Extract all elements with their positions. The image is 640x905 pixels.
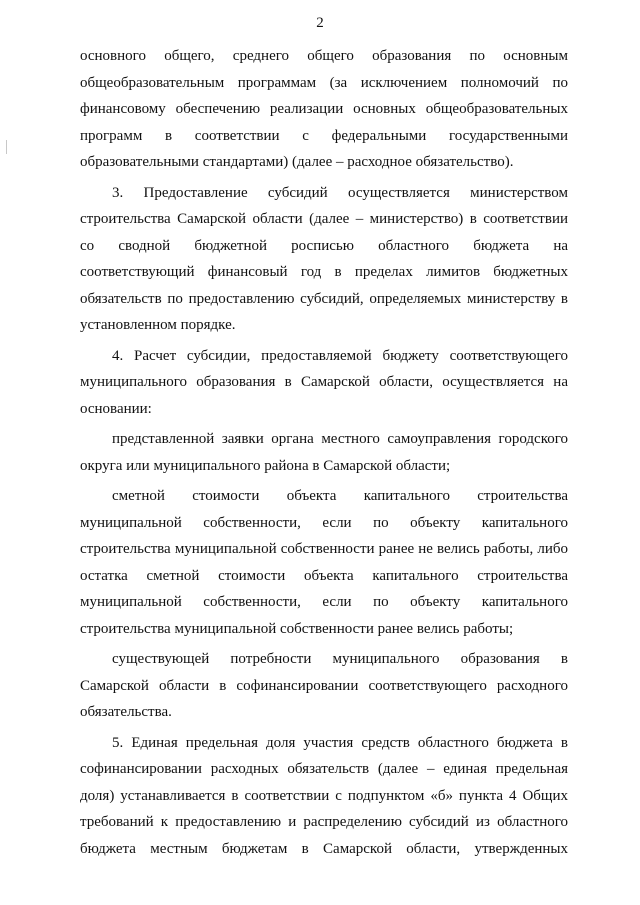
paragraph: [80, 730, 568, 863]
text-line: бюджета местным бюджетам в Самарской области, утвержденных: [80, 840, 568, 857]
paragraph: [80, 483, 568, 642]
paragraph: [80, 180, 568, 339]
paragraph: [80, 343, 568, 423]
text-line: строительства муниципальной собственности ранее не велись работы, либо: [80, 541, 568, 557]
margin-mark: [6, 140, 7, 154]
text-line: округа или муниципального района в Самарской области;: [80, 457, 451, 474]
text-line: образовательными стандартами) (далее – расходное обязательство).: [80, 154, 514, 170]
text-line: программ в соответствии с федеральными государственными: [80, 127, 568, 144]
text-line: обязательства.: [80, 704, 172, 720]
page-number: 2: [316, 15, 324, 31]
text-line: соответствующий финансовый год в пределах лимитов бюджетных: [80, 264, 568, 280]
paragraph: [80, 426, 568, 479]
paragraph: [80, 646, 568, 726]
text-line: строительства муниципальной собственности ранее велись работы;: [80, 620, 514, 637]
text-line: представленной заявки органа местного самоуправления городского: [112, 431, 568, 447]
document-body: [80, 43, 568, 862]
text-line: остатка сметной стоимости объекта капитального строительства: [80, 567, 568, 584]
text-line: финансовому обеспечению реализации основных общеобразовательных: [80, 101, 568, 117]
text-line: основного общего, среднего общего образования по основным: [80, 48, 568, 64]
text-line: основании:: [80, 400, 152, 417]
text-line: софинансировании расходных обязательств (далее – единая предельная: [80, 761, 568, 777]
text-line: установленном порядке.: [80, 317, 236, 333]
text-line: 4. Расчет субсидии, предоставляемой бюджету соответствующего: [112, 347, 568, 364]
text-line: существующей потребности муниципального образования в: [112, 651, 568, 667]
text-line: 3. Предоставление субсидий осуществляется министерством: [112, 184, 568, 201]
text-line: муниципальной собственности, если по объекту капитального: [80, 594, 568, 610]
text-line: строительства Самарской области (далее – министерство) в соответствии: [80, 211, 568, 227]
text-line: муниципального образования в Самарской области, осуществляется на: [80, 374, 568, 390]
text-line: сметной стоимости объекта капитального строительства: [112, 488, 568, 504]
text-line: требований к предоставлению и распределению субсидий из областного: [80, 814, 568, 830]
text-line: доля) устанавливается в соответствии с подпунктом «б» пункта 4 Общих: [80, 787, 568, 804]
text-line: муниципальной собственности, если по объекту капитального: [80, 514, 568, 531]
text-line: со сводной бюджетной росписью областного бюджета на: [80, 237, 568, 254]
text-line: обязательств по предоставлению субсидий, определяемых министерству в: [80, 290, 568, 307]
text-line: общеобразовательным программам (за исключением полномочий по: [80, 74, 568, 91]
text-line: Самарской области в софинансировании соответствующего расходного: [80, 677, 568, 694]
text-line: 5. Единая предельная доля участия средств областного бюджета в: [112, 734, 568, 751]
paragraph: [80, 43, 568, 176]
